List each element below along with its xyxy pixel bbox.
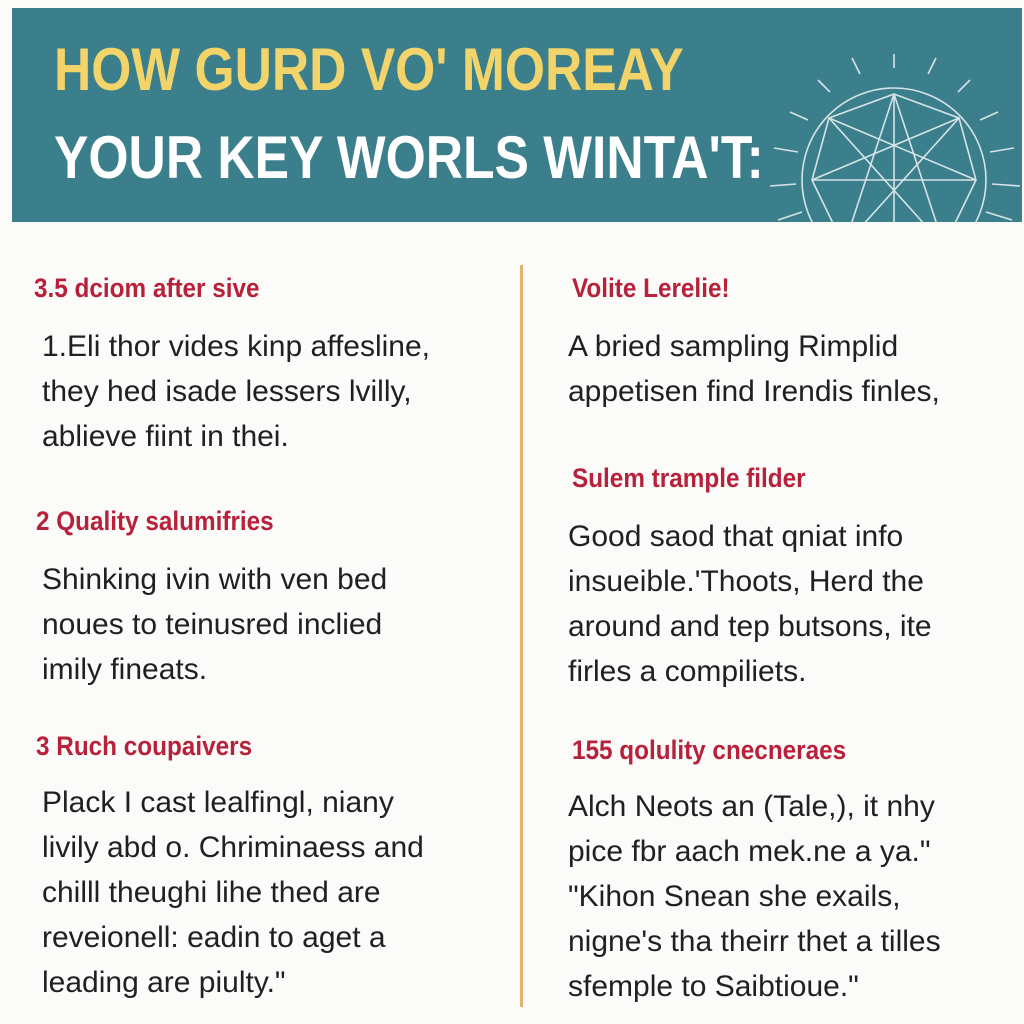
section-1-line: they hed isade lessers lvilly, [42, 375, 412, 408]
section-5-line: around and tep butsons, ite [568, 610, 932, 643]
section-5-line: firles a compiliets. [568, 655, 807, 688]
title-line-2: YOUR KEY WORLS WINTA'T: [54, 124, 764, 191]
section-2-line: noues to teinusred inclied [42, 608, 383, 641]
header-banner [12, 8, 1022, 222]
section-1-body [42, 324, 510, 459]
section-1 [10, 266, 510, 459]
title-line-1: HOW GURD VO' MOREAY [54, 36, 684, 103]
section-6-line: nigne's tha theirr thet a tilles [568, 925, 941, 958]
section-3-heading: 3 Ruch coupaivers [6, 724, 302, 768]
section-6-line: pice fbr aach mek.ne a ya." [568, 835, 931, 868]
section-1-heading: 3.5 dciom after sive [4, 266, 311, 310]
section-2-line: imily fineats. [42, 653, 208, 686]
column-divider [520, 265, 523, 1007]
section-3-line: chilll theughi lihe thed are [42, 876, 381, 909]
section-6-body [568, 784, 1018, 1009]
section-3-line: leading are piulty." [42, 966, 286, 999]
section-4-line: appetisen find Irendis finles, [568, 375, 940, 408]
section-3-line: livily abd o. Chriminaess and [42, 831, 424, 864]
section-4-body [568, 324, 1018, 414]
wireframe-globe-icon [764, 48, 1022, 222]
section-3 [12, 724, 512, 1005]
section-5-line: Good saod that qniat info [568, 520, 904, 553]
section-5-heading: Sulem trample filder [542, 456, 858, 500]
section-4-heading: Volite Lerelie! [542, 266, 773, 310]
section-2 [12, 499, 512, 692]
section-5-line: insueible.'Thoots, Herd the [568, 565, 924, 598]
section-6 [548, 728, 1018, 1009]
section-1-line: 1.Eli thor vides kinp affesline, [42, 330, 430, 363]
section-4-line: A bried sampling Rimplid [568, 330, 899, 363]
section-3-line: Plack I cast lealfingl, niany [42, 786, 394, 819]
section-6-heading: 155 qolulity cnecneraes [542, 728, 903, 772]
section-1-line: ablieve fiint in thei. [42, 420, 289, 453]
section-3-body [42, 780, 512, 1005]
section-6-line: "Kihon Snean she exails, [568, 880, 901, 913]
section-3-line: reveionell: eadin to aget a [42, 921, 386, 954]
section-2-heading: 2 Quality salumifries [6, 499, 326, 543]
section-2-line: Shinking ivin with ven bed [42, 563, 388, 596]
section-6-line: Alch Neots an (Tale,), it nhy [568, 790, 935, 823]
section-2-body [42, 557, 512, 692]
section-5 [548, 456, 1018, 694]
section-6-line: sfemple to Saibtioue." [568, 970, 859, 1003]
section-4 [548, 266, 1018, 414]
section-5-body [568, 514, 1018, 694]
